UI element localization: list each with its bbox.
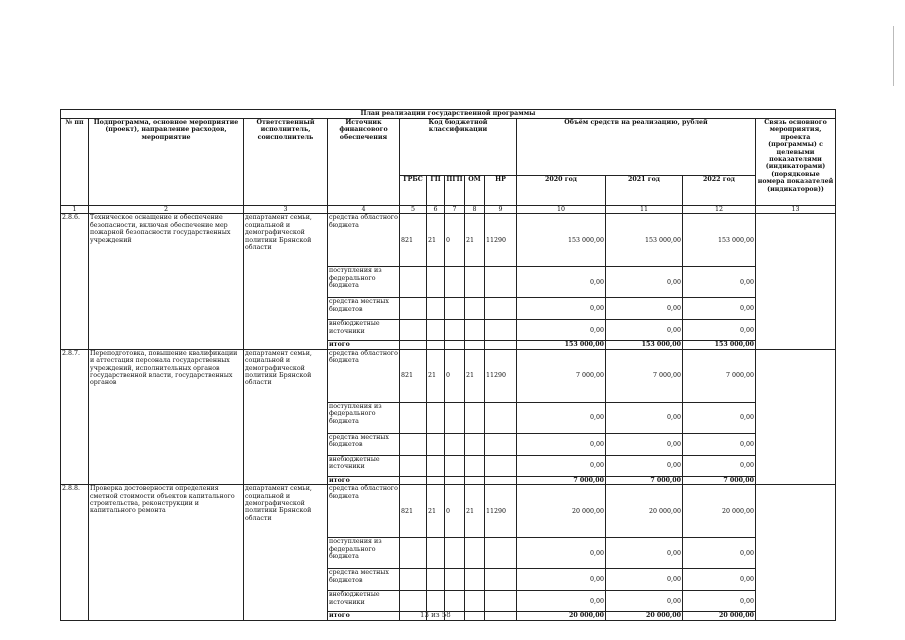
total-amount-2020: 7 000,00 xyxy=(517,476,606,484)
code-pgp xyxy=(445,267,465,298)
funding-source: средства местных бюджетов xyxy=(328,298,400,320)
amount-2021: 0,00 xyxy=(606,591,683,612)
code-nr xyxy=(485,433,517,455)
amount-2022: 20 000,00 xyxy=(683,485,756,538)
amount-2021: 0,00 xyxy=(606,455,683,476)
column-number: 13 xyxy=(756,206,836,214)
code-om: 21 xyxy=(465,349,485,402)
header-executor: Ответственный исполнитель, соисполнитель xyxy=(244,119,328,206)
header-2022: 2022 год xyxy=(683,175,756,205)
column-number: 11 xyxy=(606,206,683,214)
amount-2021: 0,00 xyxy=(606,569,683,591)
plan-sheet xyxy=(60,109,835,621)
header-2020: 2020 год xyxy=(517,175,606,205)
total-amount-2022: 20 000,00 xyxy=(683,612,756,620)
plan-table xyxy=(60,109,836,621)
funding-source: внебюджетные источники xyxy=(328,455,400,476)
column-number: 8 xyxy=(465,206,485,214)
header-om: ОМ xyxy=(465,175,485,205)
column-number: 7 xyxy=(445,206,465,214)
table-row xyxy=(61,214,836,267)
code-gp xyxy=(427,433,445,455)
header-grbs: ГРБС xyxy=(400,175,427,205)
header-pgp: ПГП xyxy=(445,175,465,205)
code-pgp xyxy=(445,402,465,433)
code-grbs xyxy=(400,538,427,569)
code-grbs xyxy=(400,455,427,476)
code-om: 21 xyxy=(465,214,485,267)
code-gp xyxy=(427,569,445,591)
code-nr xyxy=(485,591,517,612)
header-budget-code: Код бюджетной классификации xyxy=(400,119,517,176)
amount-2022: 0,00 xyxy=(683,569,756,591)
executor: департамент семьи, социальной и демографической политики Брянской области xyxy=(244,485,328,620)
code-om: 21 xyxy=(465,485,485,538)
amount-2022: 0,00 xyxy=(683,455,756,476)
amount-2021: 0,00 xyxy=(606,538,683,569)
funding-source: поступления из федерального бюджета xyxy=(328,267,400,298)
amount-2022: 0,00 xyxy=(683,433,756,455)
amount-2021: 7 000,00 xyxy=(606,349,683,402)
code-om xyxy=(465,320,485,341)
funding-source: средства местных бюджетов xyxy=(328,433,400,455)
header-2021: 2021 год xyxy=(606,175,683,205)
executor: департамент семьи, социальной и демографической политики Брянской области xyxy=(244,214,328,349)
funding-source: средства местных бюджетов xyxy=(328,569,400,591)
amount-2022: 0,00 xyxy=(683,538,756,569)
total-amount-2022: 153 000,00 xyxy=(683,341,756,349)
amount-2020: 153 000,00 xyxy=(517,214,606,267)
empty-code-cell xyxy=(465,341,485,349)
empty-code-cell xyxy=(427,476,445,484)
empty-code-cell xyxy=(485,341,517,349)
column-number: 10 xyxy=(517,206,606,214)
code-grbs xyxy=(400,320,427,341)
code-nr xyxy=(485,538,517,569)
code-om xyxy=(465,455,485,476)
amount-2020: 0,00 xyxy=(517,569,606,591)
code-pgp xyxy=(445,320,465,341)
row-number: 2.8.7. xyxy=(61,349,89,484)
total-label: итого xyxy=(328,612,400,620)
amount-2020: 0,00 xyxy=(517,267,606,298)
table-row xyxy=(61,485,836,538)
code-gp: 21 xyxy=(427,349,445,402)
code-gp: 21 xyxy=(427,214,445,267)
header-volume: Объём средств на реализацию, рублей xyxy=(517,119,756,176)
code-pgp: 0 xyxy=(445,485,465,538)
column-number: 3 xyxy=(244,206,328,214)
page-number: 13 из 58 xyxy=(420,611,451,619)
empty-code-cell xyxy=(400,341,427,349)
total-amount-2022: 7 000,00 xyxy=(683,476,756,484)
row-number: 2.8.8. xyxy=(61,485,89,620)
code-om xyxy=(465,569,485,591)
code-pgp xyxy=(445,569,465,591)
amount-2020: 0,00 xyxy=(517,538,606,569)
code-om xyxy=(465,267,485,298)
column-number: 1 xyxy=(61,206,89,214)
code-pgp xyxy=(445,298,465,320)
table-title: План реализации государственной программы xyxy=(61,110,836,119)
code-nr xyxy=(485,320,517,341)
code-gp xyxy=(427,591,445,612)
amount-2021: 0,00 xyxy=(606,433,683,455)
activity-name: Техническое оснащение и обеспечение безопасности, включая обеспечение мер пожарной безопасности государственных учреждений xyxy=(89,214,244,349)
funding-source: средства областного бюджета xyxy=(328,349,400,402)
row-number: 2.8.6. xyxy=(61,214,89,349)
amount-2021: 0,00 xyxy=(606,267,683,298)
total-amount-2021: 7 000,00 xyxy=(606,476,683,484)
code-grbs: 821 xyxy=(400,485,427,538)
indicator-link xyxy=(756,349,836,484)
total-label: итого xyxy=(328,341,400,349)
code-gp: 21 xyxy=(427,485,445,538)
code-grbs xyxy=(400,569,427,591)
funding-source: средства областного бюджета xyxy=(328,485,400,538)
code-pgp xyxy=(445,455,465,476)
column-number: 6 xyxy=(427,206,445,214)
amount-2022: 0,00 xyxy=(683,267,756,298)
code-om xyxy=(465,591,485,612)
amount-2022: 0,00 xyxy=(683,591,756,612)
amount-2020: 0,00 xyxy=(517,320,606,341)
code-nr xyxy=(485,455,517,476)
header-gp: ГП xyxy=(427,175,445,205)
header-subprogram: Подпрограмма, основное мероприятие (проект), направление расходов, мероприятие xyxy=(89,119,244,206)
code-nr: 11290 xyxy=(485,214,517,267)
amount-2020: 7 000,00 xyxy=(517,349,606,402)
code-grbs xyxy=(400,298,427,320)
table-row xyxy=(61,349,836,402)
header-num: № пп xyxy=(61,119,89,206)
amount-2022: 153 000,00 xyxy=(683,214,756,267)
total-amount-2020: 20 000,00 xyxy=(517,612,606,620)
column-number: 4 xyxy=(328,206,400,214)
code-nr xyxy=(485,298,517,320)
indicator-link xyxy=(756,214,836,349)
scan-edge-mark xyxy=(893,26,894,86)
funding-source: средства областного бюджета xyxy=(328,214,400,267)
plan-body xyxy=(61,214,836,620)
code-nr xyxy=(485,402,517,433)
activity-name: Переподготовка, повышение квалификации и аттестация персонала государственных учреждений, исполнительных органов государственной власти, государственных органов xyxy=(89,349,244,484)
funding-source: внебюджетные источники xyxy=(328,591,400,612)
code-grbs: 821 xyxy=(400,349,427,402)
column-number: 9 xyxy=(485,206,517,214)
amount-2020: 20 000,00 xyxy=(517,485,606,538)
empty-code-cell xyxy=(465,612,485,620)
code-gp xyxy=(427,538,445,569)
funding-source: поступления из федерального бюджета xyxy=(328,402,400,433)
empty-code-cell xyxy=(445,341,465,349)
activity-name: Проверка достоверности определения сметной стоимости объектов капитального строительства, реконструкции и капитального ремонта xyxy=(89,485,244,620)
funding-source: поступления из федерального бюджета xyxy=(328,538,400,569)
total-amount-2021: 20 000,00 xyxy=(606,612,683,620)
amount-2021: 20 000,00 xyxy=(606,485,683,538)
header-source: Источник финансового обеспечения xyxy=(328,119,400,206)
code-pgp: 0 xyxy=(445,349,465,402)
code-gp xyxy=(427,402,445,433)
amount-2020: 0,00 xyxy=(517,591,606,612)
empty-code-cell xyxy=(485,476,517,484)
total-label: итого xyxy=(328,476,400,484)
code-om xyxy=(465,538,485,569)
amount-2020: 0,00 xyxy=(517,298,606,320)
code-grbs xyxy=(400,267,427,298)
amount-2021: 0,00 xyxy=(606,298,683,320)
amount-2020: 0,00 xyxy=(517,455,606,476)
code-om xyxy=(465,402,485,433)
code-gp xyxy=(427,267,445,298)
code-gp xyxy=(427,298,445,320)
column-number-row xyxy=(61,206,836,214)
code-pgp xyxy=(445,538,465,569)
code-grbs xyxy=(400,433,427,455)
code-grbs xyxy=(400,591,427,612)
code-nr: 11290 xyxy=(485,349,517,402)
column-number: 5 xyxy=(400,206,427,214)
amount-2020: 0,00 xyxy=(517,433,606,455)
empty-code-cell xyxy=(427,341,445,349)
column-number: 2 xyxy=(89,206,244,214)
amount-2021: 0,00 xyxy=(606,320,683,341)
funding-source: внебюджетные источники xyxy=(328,320,400,341)
code-gp xyxy=(427,455,445,476)
header-nr: НР xyxy=(485,175,517,205)
code-pgp xyxy=(445,433,465,455)
amount-2022: 0,00 xyxy=(683,298,756,320)
code-om xyxy=(465,298,485,320)
code-nr: 11290 xyxy=(485,485,517,538)
empty-code-cell xyxy=(445,476,465,484)
amount-2020: 0,00 xyxy=(517,402,606,433)
amount-2022: 7 000,00 xyxy=(683,349,756,402)
executor: департамент семьи, социальной и демографической политики Брянской области xyxy=(244,349,328,484)
code-pgp xyxy=(445,591,465,612)
amount-2021: 153 000,00 xyxy=(606,214,683,267)
code-gp xyxy=(427,320,445,341)
code-grbs: 821 xyxy=(400,214,427,267)
amount-2022: 0,00 xyxy=(683,402,756,433)
indicator-link xyxy=(756,485,836,620)
code-nr xyxy=(485,267,517,298)
empty-code-cell xyxy=(465,476,485,484)
empty-code-cell xyxy=(400,476,427,484)
column-number: 12 xyxy=(683,206,756,214)
code-nr xyxy=(485,569,517,591)
empty-code-cell xyxy=(485,612,517,620)
code-pgp: 0 xyxy=(445,214,465,267)
amount-2021: 0,00 xyxy=(606,402,683,433)
header-link: Связь основного мероприятия, проекта (программы) с целевыми показателями (индикаторами) (порядковые номера показателей (индикаторов)) xyxy=(756,119,836,206)
total-amount-2020: 153 000,00 xyxy=(517,341,606,349)
total-amount-2021: 153 000,00 xyxy=(606,341,683,349)
amount-2022: 0,00 xyxy=(683,320,756,341)
code-grbs xyxy=(400,402,427,433)
code-om xyxy=(465,433,485,455)
